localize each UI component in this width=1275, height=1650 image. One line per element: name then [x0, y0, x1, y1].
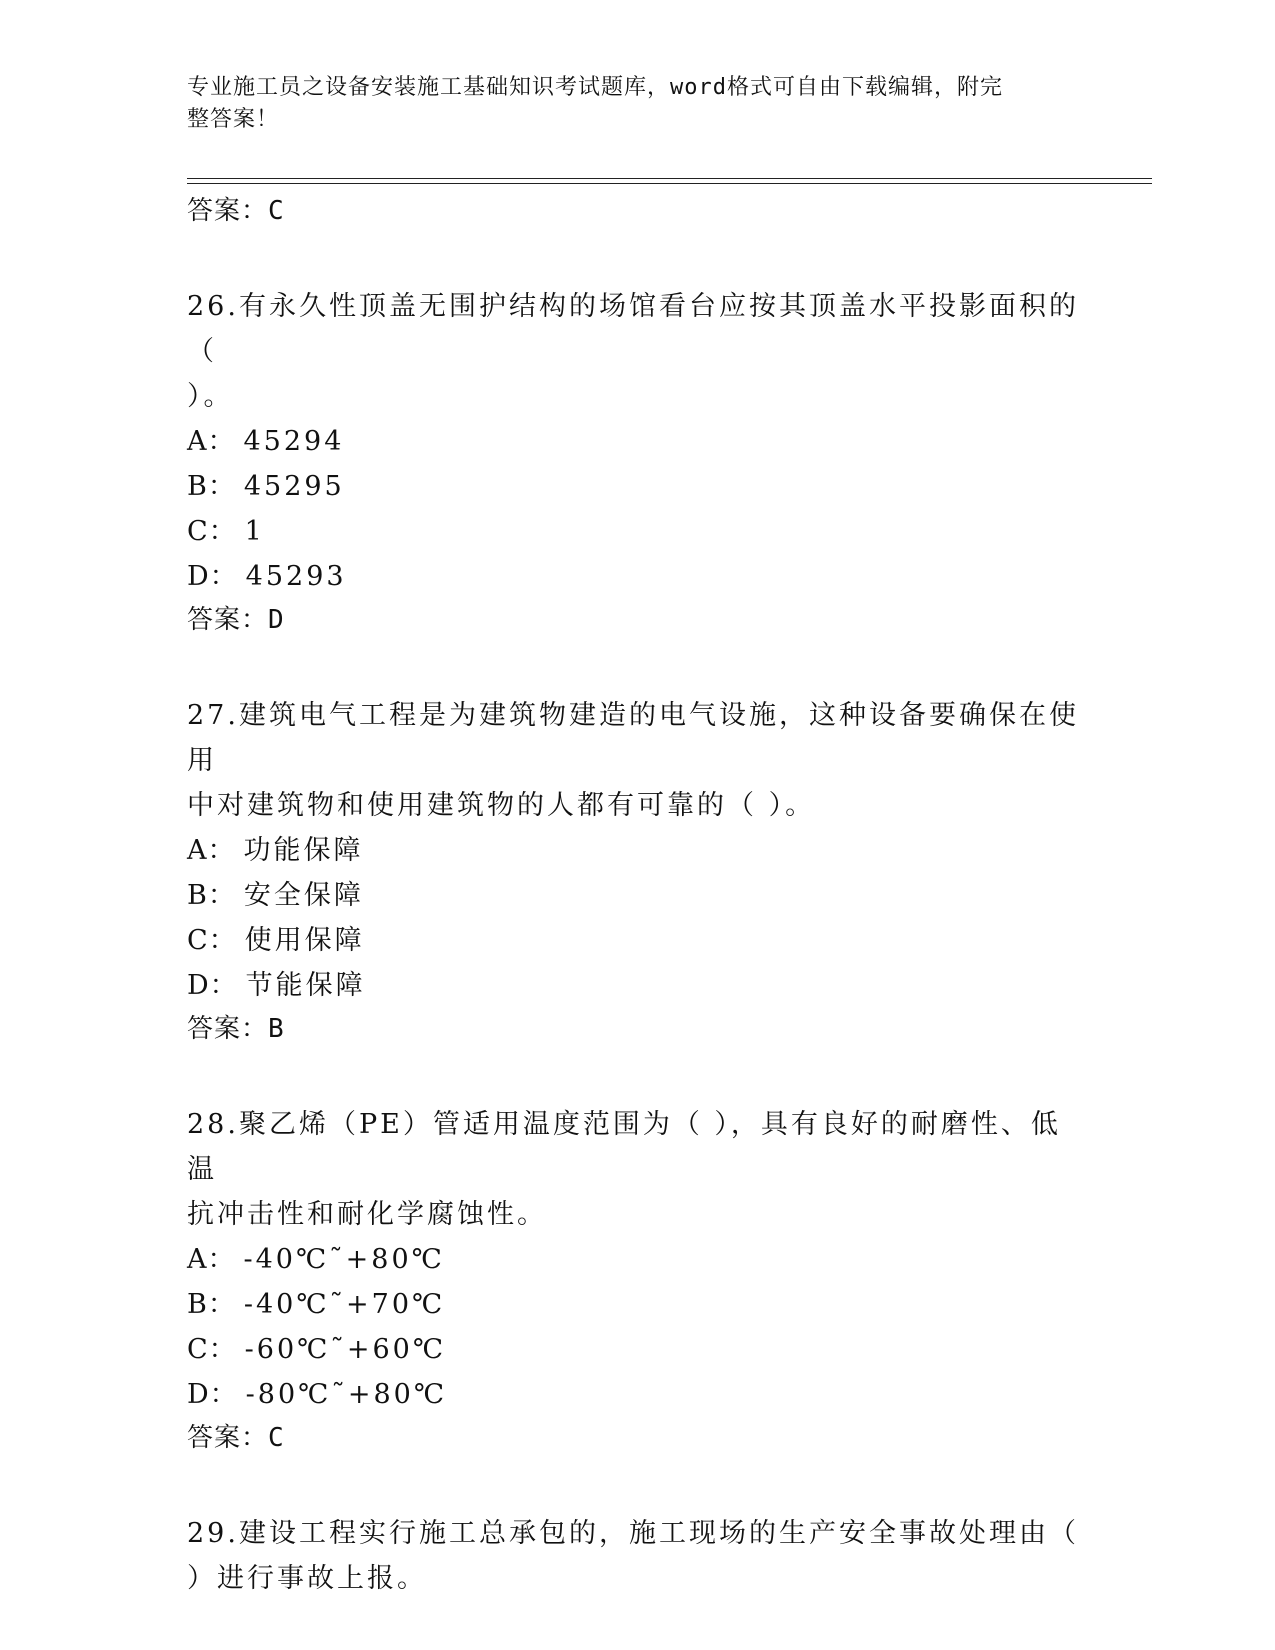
- option-d: [187, 1372, 1087, 1417]
- header-divider-top: [187, 178, 1152, 179]
- question-27: [187, 693, 1087, 1050]
- option-text: 节能保障: [245, 970, 366, 1001]
- question-stem: [187, 284, 1087, 419]
- header-divider-bottom: [187, 183, 1152, 184]
- option-letter: A：: [187, 426, 236, 457]
- option-a: [187, 1237, 1087, 1282]
- question-28: [187, 1102, 1087, 1459]
- option-c: [187, 509, 1087, 554]
- option-d: [187, 554, 1087, 599]
- answer-line: 答案：C: [187, 196, 285, 226]
- question-stem-line: ）进行事故上报。: [187, 1563, 427, 1594]
- option-letter: A：: [187, 835, 236, 866]
- option-letter: D：: [187, 561, 238, 592]
- option-letter: C：: [187, 925, 237, 956]
- question-stem-line: 中对建筑物和使用建筑物的人都有可靠的（ ）。: [187, 790, 816, 821]
- option-letter: D：: [187, 1379, 238, 1410]
- question-stem-line: ）。: [187, 381, 234, 412]
- option-text: -40℃˜+80℃: [243, 1244, 445, 1275]
- option-letter: C：: [187, 516, 237, 547]
- option-text: 45294: [243, 426, 345, 457]
- option-text: 45295: [243, 471, 345, 502]
- option-text: 安全保障: [243, 880, 364, 911]
- option-b: [187, 1282, 1087, 1327]
- option-letter: B：: [187, 880, 236, 911]
- option-letter: D：: [187, 970, 238, 1001]
- answer-line: 答案：D: [187, 605, 285, 635]
- header-line-2: 整答案！: [187, 107, 280, 132]
- option-letter: A：: [187, 1244, 236, 1275]
- question-stem-line: 28.聚乙烯（PE）管适用温度范围为（ ），具有良好的耐磨性、低温: [187, 1109, 1061, 1185]
- question-stem: [187, 1511, 1087, 1601]
- option-a: [187, 419, 1087, 464]
- question-list: [187, 190, 1087, 1601]
- option-c: [187, 918, 1087, 963]
- question-26: [187, 284, 1087, 641]
- option-text: -80℃˜+80℃: [245, 1379, 448, 1410]
- header-line-1: 专业施工员之设备安装施工基础知识考试题库，word格式可自由下载编辑，附完: [187, 75, 1003, 100]
- answer-line: 答案：B: [187, 1014, 285, 1044]
- question-stem-line: 抗冲击性和耐化学腐蚀性。: [187, 1199, 547, 1230]
- option-d: [187, 963, 1087, 1008]
- option-b: [187, 873, 1087, 918]
- option-letter: B：: [187, 471, 236, 502]
- option-b: [187, 464, 1087, 509]
- option-text: -60℃˜+60℃: [244, 1334, 447, 1365]
- option-a: [187, 828, 1087, 873]
- option-letter: B：: [187, 1289, 236, 1320]
- document-header: [187, 72, 1067, 136]
- option-c: [187, 1327, 1087, 1372]
- option-text: 功能保障: [243, 835, 364, 866]
- question-stem-line: 26.有永久性顶盖无围护结构的场馆看台应按其顶盖水平投影面积的（: [187, 291, 1079, 367]
- option-text: 1: [244, 516, 265, 547]
- option-text: -40℃˜+70℃: [243, 1289, 446, 1320]
- question-stem-line: 29.建设工程实行施工总承包的，施工现场的生产安全事故处理由（: [187, 1518, 1079, 1549]
- answer-line: 答案：C: [187, 1423, 285, 1453]
- question-stem-line: 27.建筑电气工程是为建筑物建造的电气设施，这种设备要确保在使用: [187, 700, 1079, 776]
- option-letter: C：: [187, 1334, 237, 1365]
- question-stem: [187, 693, 1087, 828]
- question-stem: [187, 1102, 1087, 1237]
- question-29: [187, 1511, 1087, 1601]
- option-text: 使用保障: [244, 925, 365, 956]
- option-text: 45293: [245, 561, 347, 592]
